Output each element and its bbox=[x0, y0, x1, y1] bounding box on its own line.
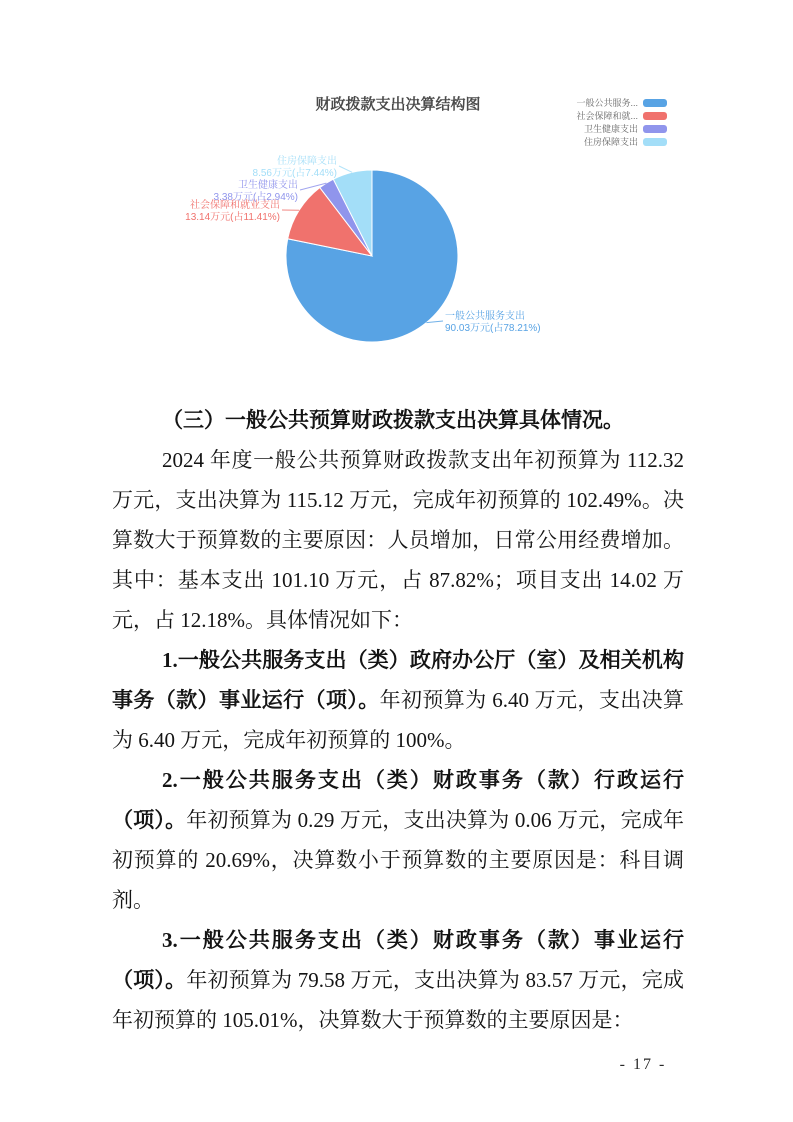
paragraph-overview: 2024 年度一般公共预算财政拨款支出年初预算为 112.32 万元，支出决算为 115.12 万元，完成年初预算的 102.49%。决算数大于预算数的主要原因：人员增加，日常公用经费增加。其中：基本支出 101.10 万元，占 87.82%；项目支出 14.02 万元，占 12.18%。具体情况如下： bbox=[112, 448, 684, 632]
body-text bbox=[112, 400, 684, 1040]
legend-swatch bbox=[643, 99, 667, 107]
section-heading bbox=[112, 400, 684, 440]
label-line bbox=[339, 166, 352, 172]
label-line bbox=[426, 321, 443, 323]
legend-swatch bbox=[643, 125, 667, 133]
legend-label: 社会保障和就... bbox=[576, 111, 638, 121]
slice-label-name: 住房保障支出 bbox=[277, 156, 337, 167]
slice-label-name: 一般公共服务支出 bbox=[445, 311, 525, 322]
slice-label-name: 社会保障和就业支出 bbox=[190, 200, 280, 211]
page-number: - 17 - bbox=[619, 1056, 667, 1073]
legend-label: 卫生健康支出 bbox=[583, 124, 638, 134]
legend-swatch bbox=[643, 138, 667, 146]
slice-label-value: 90.03万元(占78.21%) bbox=[445, 323, 541, 334]
legend-label: 住房保障支出 bbox=[583, 137, 638, 147]
paragraph-item-2: 2.一般公共服务支出（类）财政事务（款）行政运行（项）。年初预算为 0.29 万元，支出决算为 0.06 万元，完成年初预算的 20.69%，决算数小于预算数的主要原因是：科目调剂。 bbox=[112, 768, 685, 912]
chart-title: 财政拨款支出决算结构图 bbox=[315, 96, 481, 113]
legend-swatch bbox=[643, 112, 667, 120]
legend-label: 一般公共服务... bbox=[576, 98, 638, 108]
slice-label-name: 卫生健康支出 bbox=[238, 180, 298, 191]
paragraph-item-1: 1.一般公共服务支出（类）政府办公厅（室）及相关机构事务（款）事业运行（项）。年初预算为 6.40 万元，支出决算为 6.40 万元，完成年初预算的 100%。 bbox=[112, 648, 684, 752]
slice-label-value: 3.38万元(占2.94%) bbox=[213, 192, 298, 203]
slice-label-value: 13.14万元(占11.41%) bbox=[185, 212, 280, 223]
section-heading-text: （三）一般公共预算财政拨款支出决算具体情况。 bbox=[162, 408, 624, 432]
pie-chart bbox=[90, 85, 700, 365]
paragraph-item-3: 3.一般公共服务支出（类）财政事务（款）事业运行（项）。年初预算为 79.58 万元，支出决算为 83.57 万元，完成年初预算的 105.01%，决算数大于预算数的主要原因是： bbox=[112, 928, 685, 1032]
slice-label-value: 8.56万元(占7.44%) bbox=[252, 168, 337, 179]
